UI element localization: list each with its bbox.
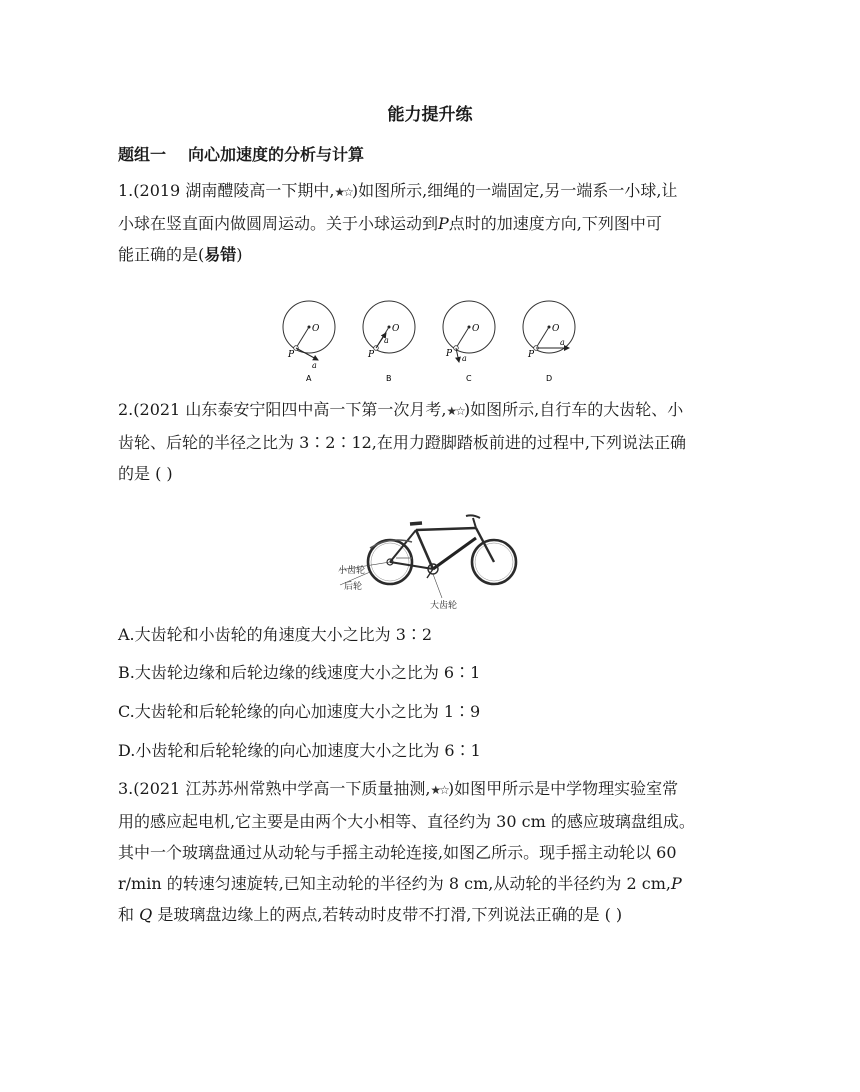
q3-point-q: Q	[139, 905, 153, 924]
q2-option-d: D.小齿轮和后轮轮缘的向心加速度大小之比为 6∶1	[118, 741, 481, 760]
option-a-diagram	[283, 301, 335, 383]
bicycle-figure	[330, 508, 530, 612]
option-a-label: A	[306, 374, 312, 383]
question-1	[118, 175, 748, 270]
q1-point-p: P	[438, 214, 449, 233]
question-2	[118, 394, 748, 489]
difficulty-stars-icon: ★☆	[446, 404, 464, 418]
q1-line3b: )	[236, 245, 243, 264]
q3-line5a: 和	[118, 905, 135, 924]
circular-motion-figure	[270, 295, 600, 385]
option-b-center-label: O	[392, 324, 400, 334]
option-c-vector-label: a	[462, 354, 467, 363]
option-b-label: B	[386, 374, 392, 383]
small-gear-label: 小齿轮	[338, 566, 366, 576]
q2-line3: 的是 ( )	[118, 464, 173, 483]
page-title: 能力提升练	[387, 105, 473, 125]
group-topic: 向心加速度的分析与计算	[188, 145, 365, 164]
q1-tag-easy-error: 易错	[204, 245, 237, 264]
q2-option-b: B.大齿轮边缘和后轮边缘的线速度大小之比为 6∶1	[118, 663, 481, 682]
q1-line3a: 能正确的是(	[118, 245, 205, 264]
q3-source: 3.(2021 江苏苏州常熟中学高一下质量抽测,	[118, 779, 431, 798]
difficulty-stars-icon: ★☆	[430, 783, 448, 797]
option-c-point-label: P	[446, 349, 453, 359]
q1-source: 1.(2019 湖南醴陵高一下期中,	[118, 181, 335, 200]
option-d-center-label: O	[552, 324, 560, 334]
option-a-point-label: P	[288, 350, 295, 360]
rear-wheel-label: 后轮	[344, 582, 363, 592]
large-gear-label: 大齿轮	[430, 601, 458, 611]
q1-line2a: 小球在竖直面内做圆周运动。关于小球运动到	[118, 214, 439, 233]
option-d-vector-label: a	[560, 338, 565, 347]
option-d-point-label: P	[528, 350, 535, 360]
q2-source: 2.(2021 山东泰安宁阳四中高一下第一次月考,	[118, 400, 447, 419]
q3-point-p: P	[670, 874, 682, 893]
bicycle-icon	[340, 515, 516, 598]
option-a-vector-label: a	[312, 361, 317, 370]
option-d-diagram	[523, 301, 575, 383]
option-b-point-label: P	[368, 350, 375, 360]
q1-line2b: 点时的加速度方向,下列图中可	[448, 214, 662, 233]
q2-line2: 齿轮、后轮的半径之比为 3∶2∶12,在用力蹬脚踏板前进的过程中,下列说法正确	[118, 433, 686, 452]
option-c-diagram	[443, 301, 495, 383]
option-b-vector-label: a	[384, 336, 389, 345]
option-c-label: C	[466, 374, 472, 383]
option-b-diagram	[363, 301, 415, 383]
question-3	[118, 773, 748, 930]
option-d-label: D	[546, 374, 553, 383]
q1-line1: )如图所示,细绳的一端固定,另一端系一小球,让	[351, 181, 678, 200]
q2-option-c: C.大齿轮和后轮轮缘的向心加速度大小之比为 1∶9	[118, 702, 481, 721]
option-c-center-label: O	[472, 324, 480, 334]
q3-line1: )如图甲所示是中学物理实验室常	[447, 779, 679, 798]
option-a-center-label: O	[312, 324, 320, 334]
group-label: 题组一	[118, 145, 167, 164]
q3-line2: 用的感应起电机,它主要是由两个大小相等、直径约为 30 cm 的感应玻璃盘组成。	[118, 812, 695, 831]
group-heading	[118, 142, 364, 165]
q2-option-a: A.大齿轮和小齿轮的角速度大小之比为 3∶2	[118, 625, 433, 644]
q3-line4: r/min 的转速匀速旋转,已知主动轮的半径约为 8 cm,从动轮的半径约为 2 cm,	[118, 874, 671, 893]
q3-line5b: 是玻璃盘边缘上的两点,若转动时皮带不打滑,下列说法正确的是 ( )	[157, 905, 623, 924]
difficulty-stars-icon: ★☆	[334, 185, 352, 199]
q3-line3: 其中一个玻璃盘通过从动轮与手摇主动轮连接,如图乙所示。现手摇主动轮以 60	[118, 843, 677, 862]
q2-line1: )如图所示,自行车的大齿轮、小	[463, 400, 684, 419]
